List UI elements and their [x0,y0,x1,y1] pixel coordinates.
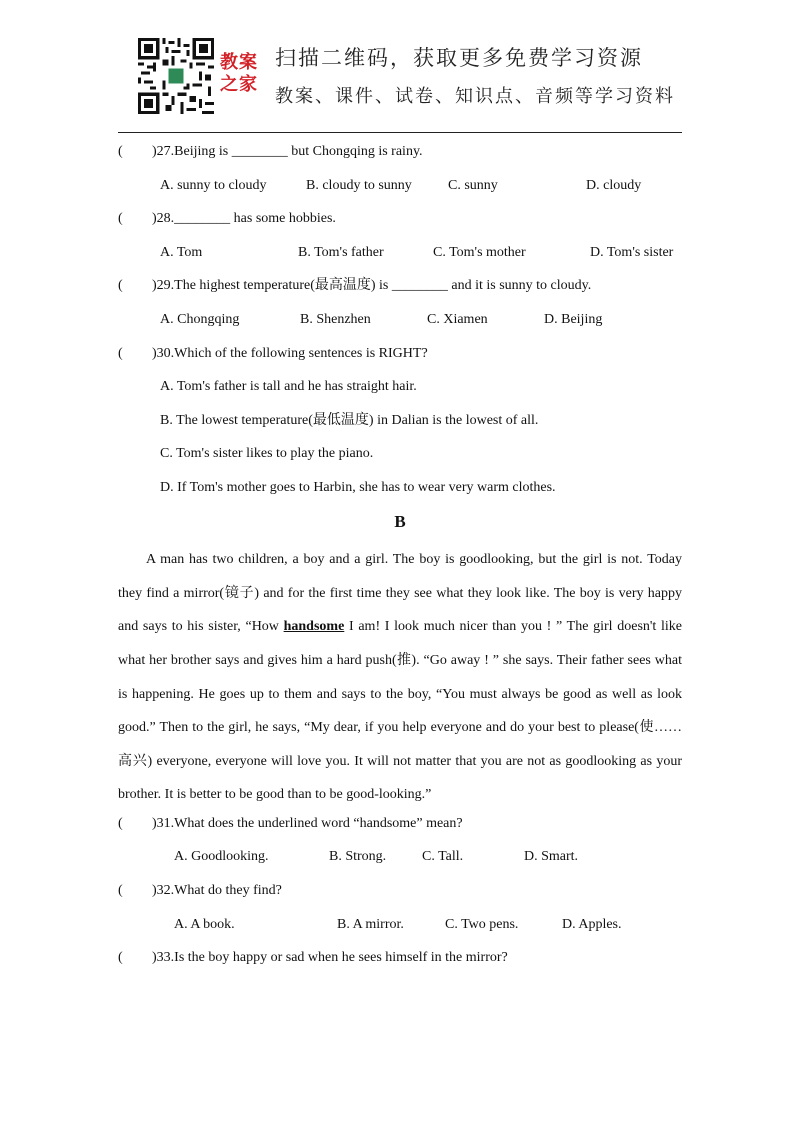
question-30 [118,342,682,376]
option-c: C. Xiamen [427,311,488,327]
question-text: )30.Which of the following sentences is RIGHT? [152,345,428,361]
option-b: B. Shenzhen [300,311,371,327]
option-a: A. sunny to cloudy [160,177,267,193]
passage-text-2: I am! I look much nicer than you ! ” The girl doesn't like what her brother says and gives him a hard push(推). “Go away ! ” she says. Their father sees what is happening. He goes up to them and says to the boy, “You must always be good as well as look good.” Then to the girl, he says, “My dear, if you help everyone and do your best to please(使……高兴) everyone, everyone will love you. It will not matter that you are not as goodlooking as your brother. It is better to be good than to be good-looking.” [118,619,682,803]
question-32 [118,879,682,913]
question-29 [118,274,682,308]
header-divider [118,132,682,133]
section-heading: B [394,511,406,531]
brand-logo [220,52,268,96]
question-text: )28.________ has some hobbies. [152,211,336,227]
question-text: )32.What do they find? [152,883,282,899]
option-c: C. Tall. [422,849,464,865]
option-a: A. Tom [160,244,203,260]
header-slogan-2: 教案、课件、试卷、知识点、音频等学习资料 [275,86,675,107]
option-b: B. A mirror. [337,916,404,932]
option-d: D. Beijing [544,311,603,327]
question-27 [118,140,682,174]
question-28-options [118,241,682,275]
option-d: D. cloudy [586,177,642,193]
qr-code-icon [138,38,214,114]
answer-blank: ( [118,144,123,159]
answer-blank: ( [118,211,123,227]
answer-blank: ( [118,815,123,831]
answer-blank: ( [118,278,123,294]
option-d: D. If Tom's mother goes to Harbin, she has to wear very warm clothes. [160,479,556,495]
page-content [118,140,682,980]
option-c: C. sunny [448,177,498,193]
question-text: )29.The highest temperature(最高温度) is ________ and it is sunny to cloudy. [152,278,592,294]
option-c: C. Tom's mother [433,244,526,260]
question-text: )27.Beijing is ________ but Chongqing is rainy. [152,144,423,159]
option-b: B. Strong. [329,849,387,865]
question-33 [118,946,682,980]
brand-line-2: 之家 [220,74,258,95]
question-32-options [118,913,682,947]
reading-passage [118,543,682,812]
option-c: C. Tom's sister likes to play the piano. [160,446,374,462]
passage-text-1: A man has two children, a boy and a girl. The boy is goodlooking, but the girl is not. Today they find a mirror(镜子) and for the first time they see what they look like. The boy is very happy and says to his sister, “How [118,552,682,635]
answer-blank: ( [118,883,123,899]
answer-blank: ( [118,950,123,966]
option-d: D. Smart. [524,849,579,865]
option-b: B. cloudy to sunny [306,177,412,193]
option-a: A. Goodlooking. [174,849,269,865]
answer-blank: ( [118,345,123,361]
option-a: A. Chongqing [160,311,240,327]
question-text: )33.Is the boy happy or sad when he sees himself in the mirror? [152,950,508,966]
brand-line-1: 教案 [220,52,258,73]
question-28 [118,207,682,241]
option-a: A. A book. [174,916,235,932]
option-b: B. The lowest temperature(最低温度) in Dalian is the lowest of all. [160,412,539,428]
question-29-options [118,308,682,342]
question-27-options [118,174,682,208]
page-header [0,0,800,135]
question-31-options [118,845,682,879]
underlined-word: handsome [283,619,345,635]
question-31 [118,812,682,846]
option-b: B. Tom's father [298,244,384,260]
option-d: D. Tom's sister [590,244,674,260]
header-slogan-1: 扫描二维码，获取更多免费学习资源 [275,46,643,70]
option-d: D. Apples. [562,916,622,932]
option-c: C. Two pens. [445,916,519,932]
question-text: )31.What does the underlined word “handsome” mean? [152,815,463,831]
option-a: A. Tom's father is tall and he has straight hair. [160,379,417,395]
